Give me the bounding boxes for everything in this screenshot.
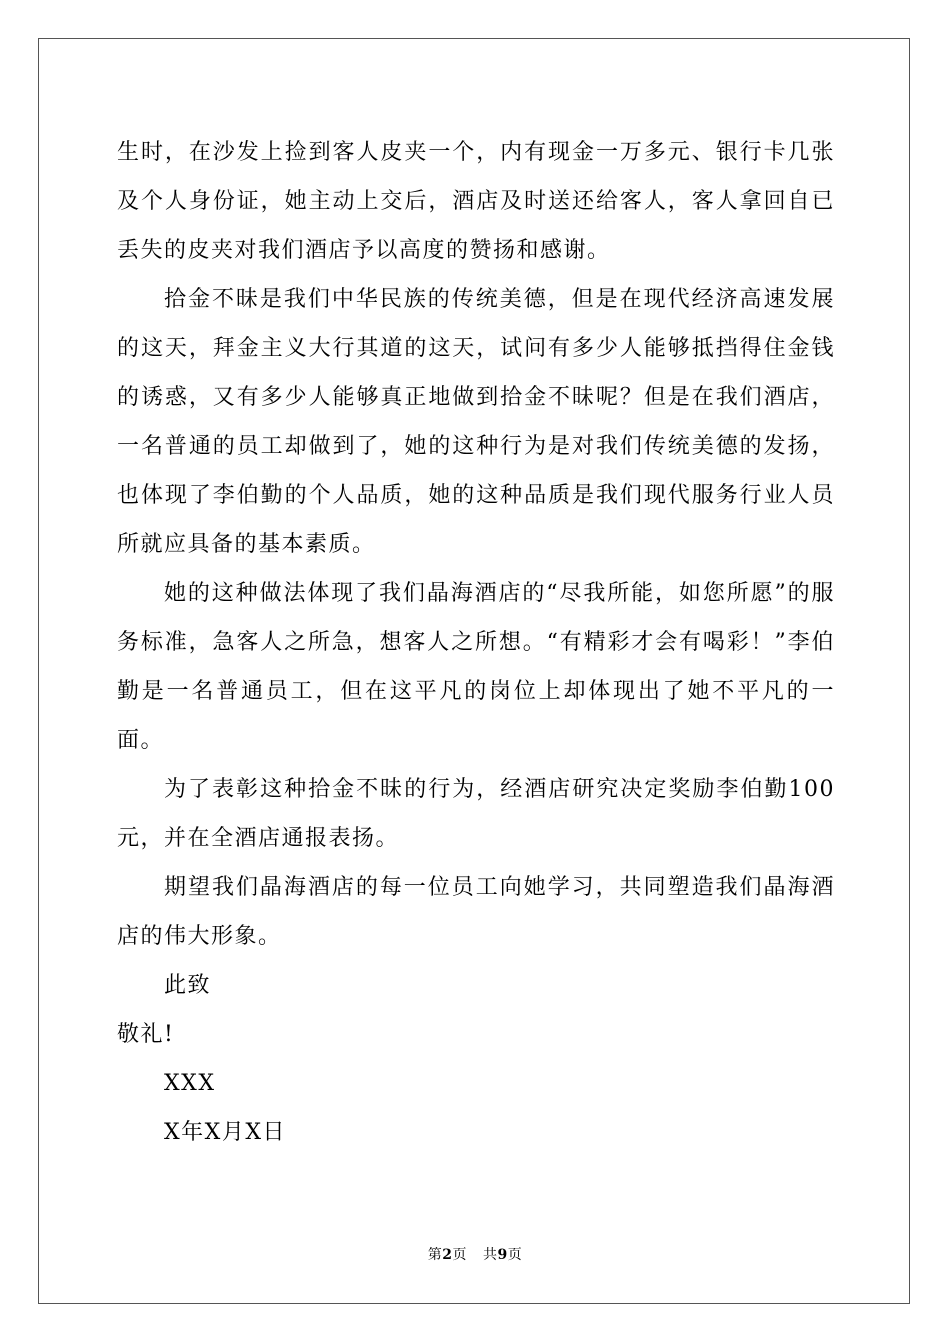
- paragraph-1: 生时，在沙发上捡到客人皮夹一个，内有现金一万多元、银行卡几张及个人身份证，她主动上交后，酒店及时送还给客人，客人拿回自已丢失的皮夹对我们酒店予以高度的赞扬和感谢。: [117, 140, 835, 263]
- total-prefix: 共: [483, 1247, 498, 1263]
- paragraph-2: 拾金不昧是我们中华民族的传统美德，但是在现代经济高速发展的这天，拜金主义大行其道的这天，试问有多少人能够抵挡得住金钱的诱惑，又有多少人能够真正地做到拾金不昧呢？但是在我们酒店，一名普通的员工却做到了，她的这种行为是对我们传统美德的发扬，也体现了李伯勤的个人品质，她的这种品质是我们现代服务行业人员所就应具备的基本素质。: [117, 287, 835, 557]
- page-footer: [0, 1244, 950, 1264]
- signature: XXX: [164, 1071, 216, 1096]
- paragraph-3: 她的这种做法体现了我们晶海酒店的“尽我所能，如您所愿”的服务标准，急客人之所急，想客人之所想。“有精彩才会有喝彩！”李伯勤是一名普通员工，但在这平凡的岗位上却体现出了她不平凡的一面。: [117, 581, 835, 753]
- total-pages: 9: [497, 1247, 508, 1263]
- page-number: 2: [442, 1247, 453, 1263]
- page-prefix: 第: [427, 1247, 443, 1263]
- date: X年X月X日: [164, 1120, 286, 1145]
- paragraph-4: 为了表彰这种拾金不昧的行为，经酒店研究决定奖励李伯勤100元，并在全酒店通报表扬。: [117, 777, 835, 851]
- salutation: 敬礼!: [117, 1022, 175, 1047]
- paragraph-5: 期望我们晶海酒店的每一位员工向她学习，共同塑造我们晶海酒店的伟大形象。: [117, 875, 835, 949]
- total-suffix: 页: [507, 1247, 523, 1263]
- page-suffix: 页: [452, 1247, 467, 1263]
- closing: 此致: [164, 973, 212, 998]
- document-body: [117, 128, 835, 1157]
